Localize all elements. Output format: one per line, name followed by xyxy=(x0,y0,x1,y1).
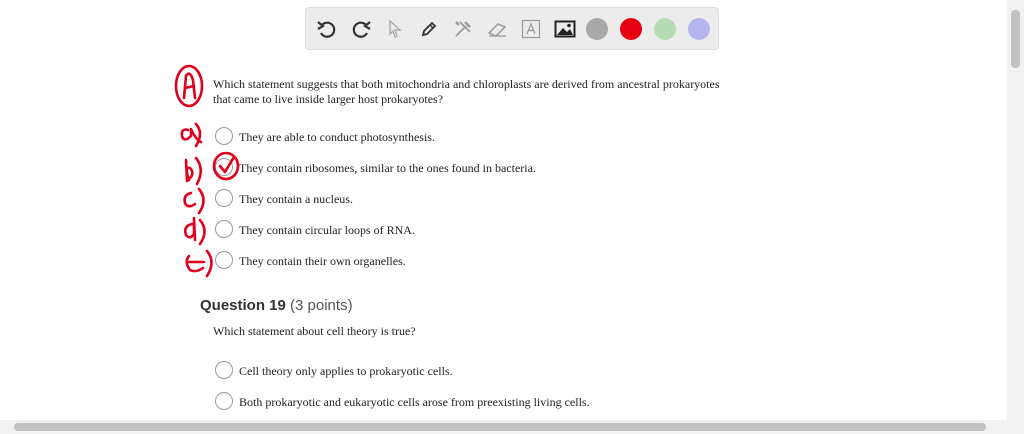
question-number: Question 19 xyxy=(200,297,286,314)
radio-button[interactable] xyxy=(215,127,233,145)
color-swatch-red[interactable] xyxy=(620,18,642,40)
eraser-icon[interactable] xyxy=(484,16,510,42)
question-text-line-1: Which statement suggests that both mitochondria and chloroplasts are derived from ancestral prokaryotes xyxy=(213,77,720,91)
radio-button[interactable] xyxy=(215,189,233,207)
color-swatch-green[interactable] xyxy=(654,18,676,40)
tools-icon[interactable] xyxy=(450,16,476,42)
color-swatch-gray[interactable] xyxy=(586,18,608,40)
image-icon[interactable] xyxy=(552,16,578,42)
option-label: Both prokaryotic and eukaryotic cells arose from preexisting living cells. xyxy=(239,395,590,409)
question-points: (3 points) xyxy=(290,297,353,314)
annotation-e xyxy=(187,251,212,276)
radio-button[interactable] xyxy=(215,158,233,176)
option-label: Cell theory only applies to prokaryotic cells. xyxy=(239,364,453,378)
question-heading xyxy=(200,297,353,314)
text-icon[interactable] xyxy=(518,16,544,42)
pointer-icon[interactable] xyxy=(382,16,408,42)
vertical-scrollbar[interactable] xyxy=(1007,0,1024,420)
pen-icon[interactable] xyxy=(416,16,442,42)
horizontal-scrollbar[interactable] xyxy=(0,420,1024,434)
undo-icon[interactable] xyxy=(314,16,340,42)
option-label: They contain circular loops of RNA. xyxy=(239,223,415,237)
annotation-circled-a xyxy=(176,66,202,106)
option-label: They contain a nucleus. xyxy=(239,192,353,206)
annotation-c xyxy=(185,189,204,213)
question-text-line-2: that came to live inside larger host prokaryotes? xyxy=(213,92,444,106)
question-text: Which statement about cell theory is true? xyxy=(213,324,416,338)
annotation-d xyxy=(185,218,204,244)
question-text xyxy=(213,77,773,107)
option-label: They contain ribosomes, similar to the ones found in bacteria. xyxy=(239,161,536,175)
drawing-toolbar xyxy=(305,7,719,50)
horizontal-scrollbar-thumb[interactable] xyxy=(14,423,986,431)
radio-button[interactable] xyxy=(215,392,233,410)
radio-button[interactable] xyxy=(215,361,233,379)
option-label: They are able to conduct photosynthesis. xyxy=(239,130,435,144)
radio-button[interactable] xyxy=(215,251,233,269)
vertical-scrollbar-thumb[interactable] xyxy=(1011,10,1020,68)
redo-icon[interactable] xyxy=(348,16,374,42)
color-swatch-purple[interactable] xyxy=(688,18,710,40)
option-label: They contain their own organelles. xyxy=(239,254,406,268)
annotation-a xyxy=(182,124,201,146)
radio-button[interactable] xyxy=(215,220,233,238)
annotation-b xyxy=(186,158,201,184)
